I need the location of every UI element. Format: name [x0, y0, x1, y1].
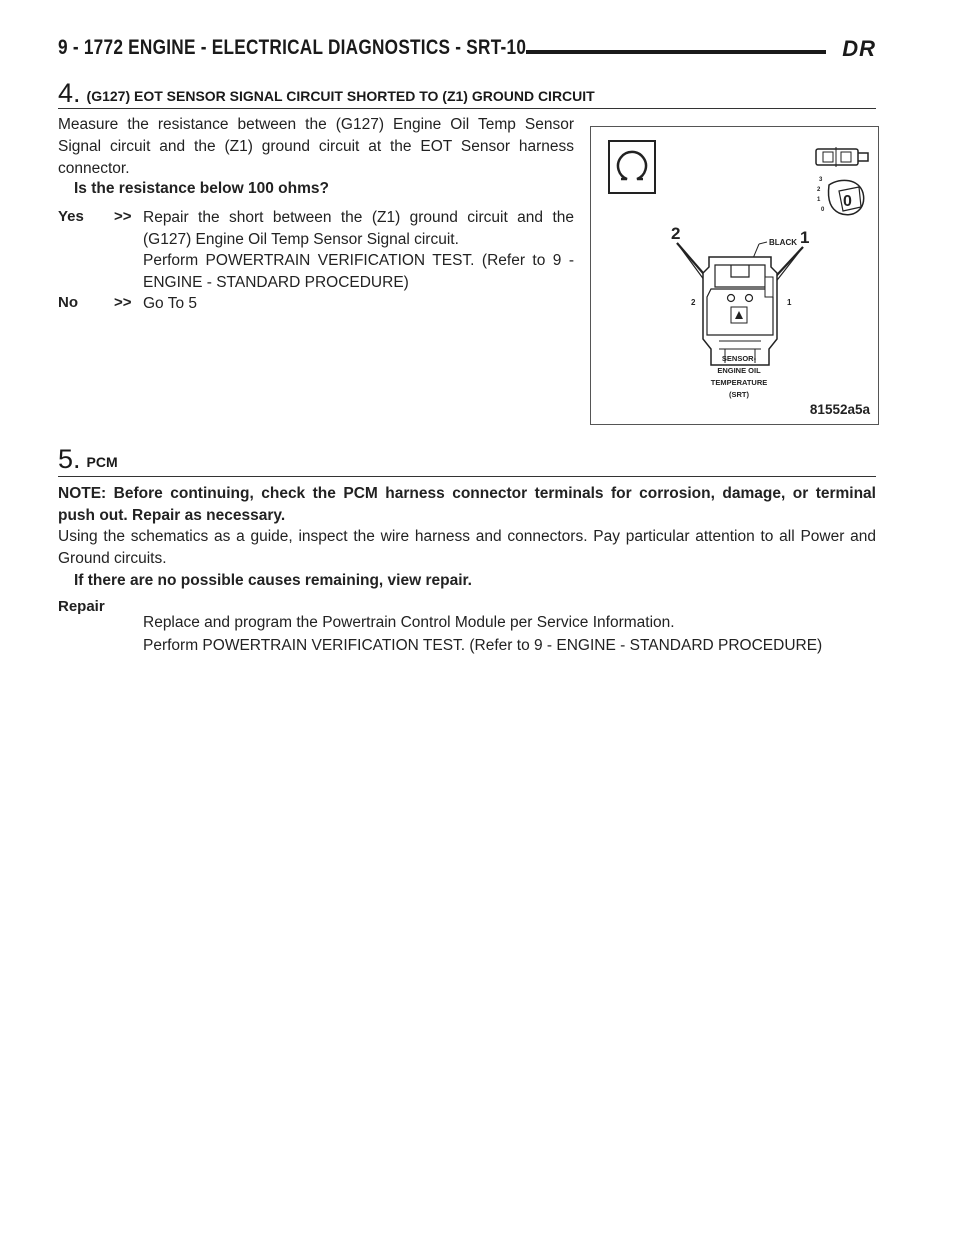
step-4-title: (G127) EOT SENSOR SIGNAL CIRCUIT SHORTED TO (Z1) GROUND CIRCUIT	[86, 88, 595, 104]
figure-caption-line-2: ENGINE OIL	[717, 366, 761, 375]
yes-arrow: >>	[114, 208, 132, 225]
yes-label: Yes	[58, 208, 84, 225]
step-4-body: Measure the resistance between the (G127) Engine Oil Temp Sensor Signal circuit and the (Z1) ground circuit at the EOT Sensor harness connector.	[58, 116, 574, 177]
meter-scale-1: 1	[817, 197, 821, 203]
meter-scale-2: 2	[817, 187, 821, 193]
header-rule	[526, 50, 826, 54]
pin-1-label: 1	[800, 228, 810, 247]
repair-text-verification: Perform POWERTRAIN VERIFICATION TEST. (Refer to 9 - ENGINE - STANDARD PROCEDURE)	[143, 637, 823, 654]
figure-caption-line-4: (SRT)	[729, 390, 749, 399]
meter-reading: 0	[843, 193, 852, 210]
step-5-note: NOTE: Before continuing, check the PCM harness connector terminals for corrosion, damage, or terminal push out. Repair as necessary.	[58, 485, 876, 524]
step-5-title: PCM	[86, 454, 118, 470]
wire-color-label: BLACK	[769, 238, 797, 247]
yes-text-verification: Perform POWERTRAIN VERIFICATION TEST. (Refer to 9 - ENGINE - STANDARD PROCEDURE)	[143, 252, 574, 291]
header-title: 9 - 1772 ENGINE - ELECTRICAL DIAGNOSTICS - SRT-10	[58, 36, 527, 59]
figure-id: 81552a5a	[809, 402, 870, 417]
connector-pin-1-label: 1	[787, 298, 792, 307]
step-4-number: 4.	[58, 78, 81, 108]
step-5-heading	[58, 444, 876, 477]
step-4-question: Is the resistance below 100 ohms?	[74, 180, 329, 197]
repair-text-replace: Replace and program the Powertrain Control Module per Service Information.	[143, 614, 675, 631]
step-5-question: If there are no possible causes remaining, view repair.	[74, 572, 472, 589]
figure-caption-line-1: SENSOR-	[721, 354, 757, 363]
no-text: Go To 5	[143, 295, 198, 312]
meter-connector-icon	[816, 147, 868, 167]
no-arrow: >>	[114, 294, 132, 311]
pin-2-label: 2	[671, 224, 681, 243]
repair-label: Repair	[58, 598, 105, 615]
meter-scale-0: 0	[821, 207, 825, 213]
meter-scale-3: 3	[819, 177, 823, 183]
connector-pin-2-label: 2	[691, 298, 696, 307]
eot-sensor-connector-figure	[590, 126, 879, 425]
header-model-code: DR	[842, 36, 876, 61]
figure-caption-line-3: TEMPERATURE	[710, 378, 768, 387]
step-5-number: 5.	[58, 444, 81, 474]
no-label: No	[58, 294, 78, 311]
step-4-heading	[58, 78, 876, 109]
step-5-body: Using the schematics as a guide, inspect the wire harness and connectors. Pay particular attention to all Power and Ground circuits.	[58, 528, 876, 567]
page-header	[58, 36, 880, 66]
connector-body-icon	[703, 257, 777, 365]
yes-text-repair: Repair the short between the (Z1) ground circuit and the (G127) Engine Oil Temp Sensor Signal circuit.	[143, 209, 574, 248]
connector-diagram	[591, 127, 878, 424]
ohm-symbol-icon	[609, 141, 655, 193]
